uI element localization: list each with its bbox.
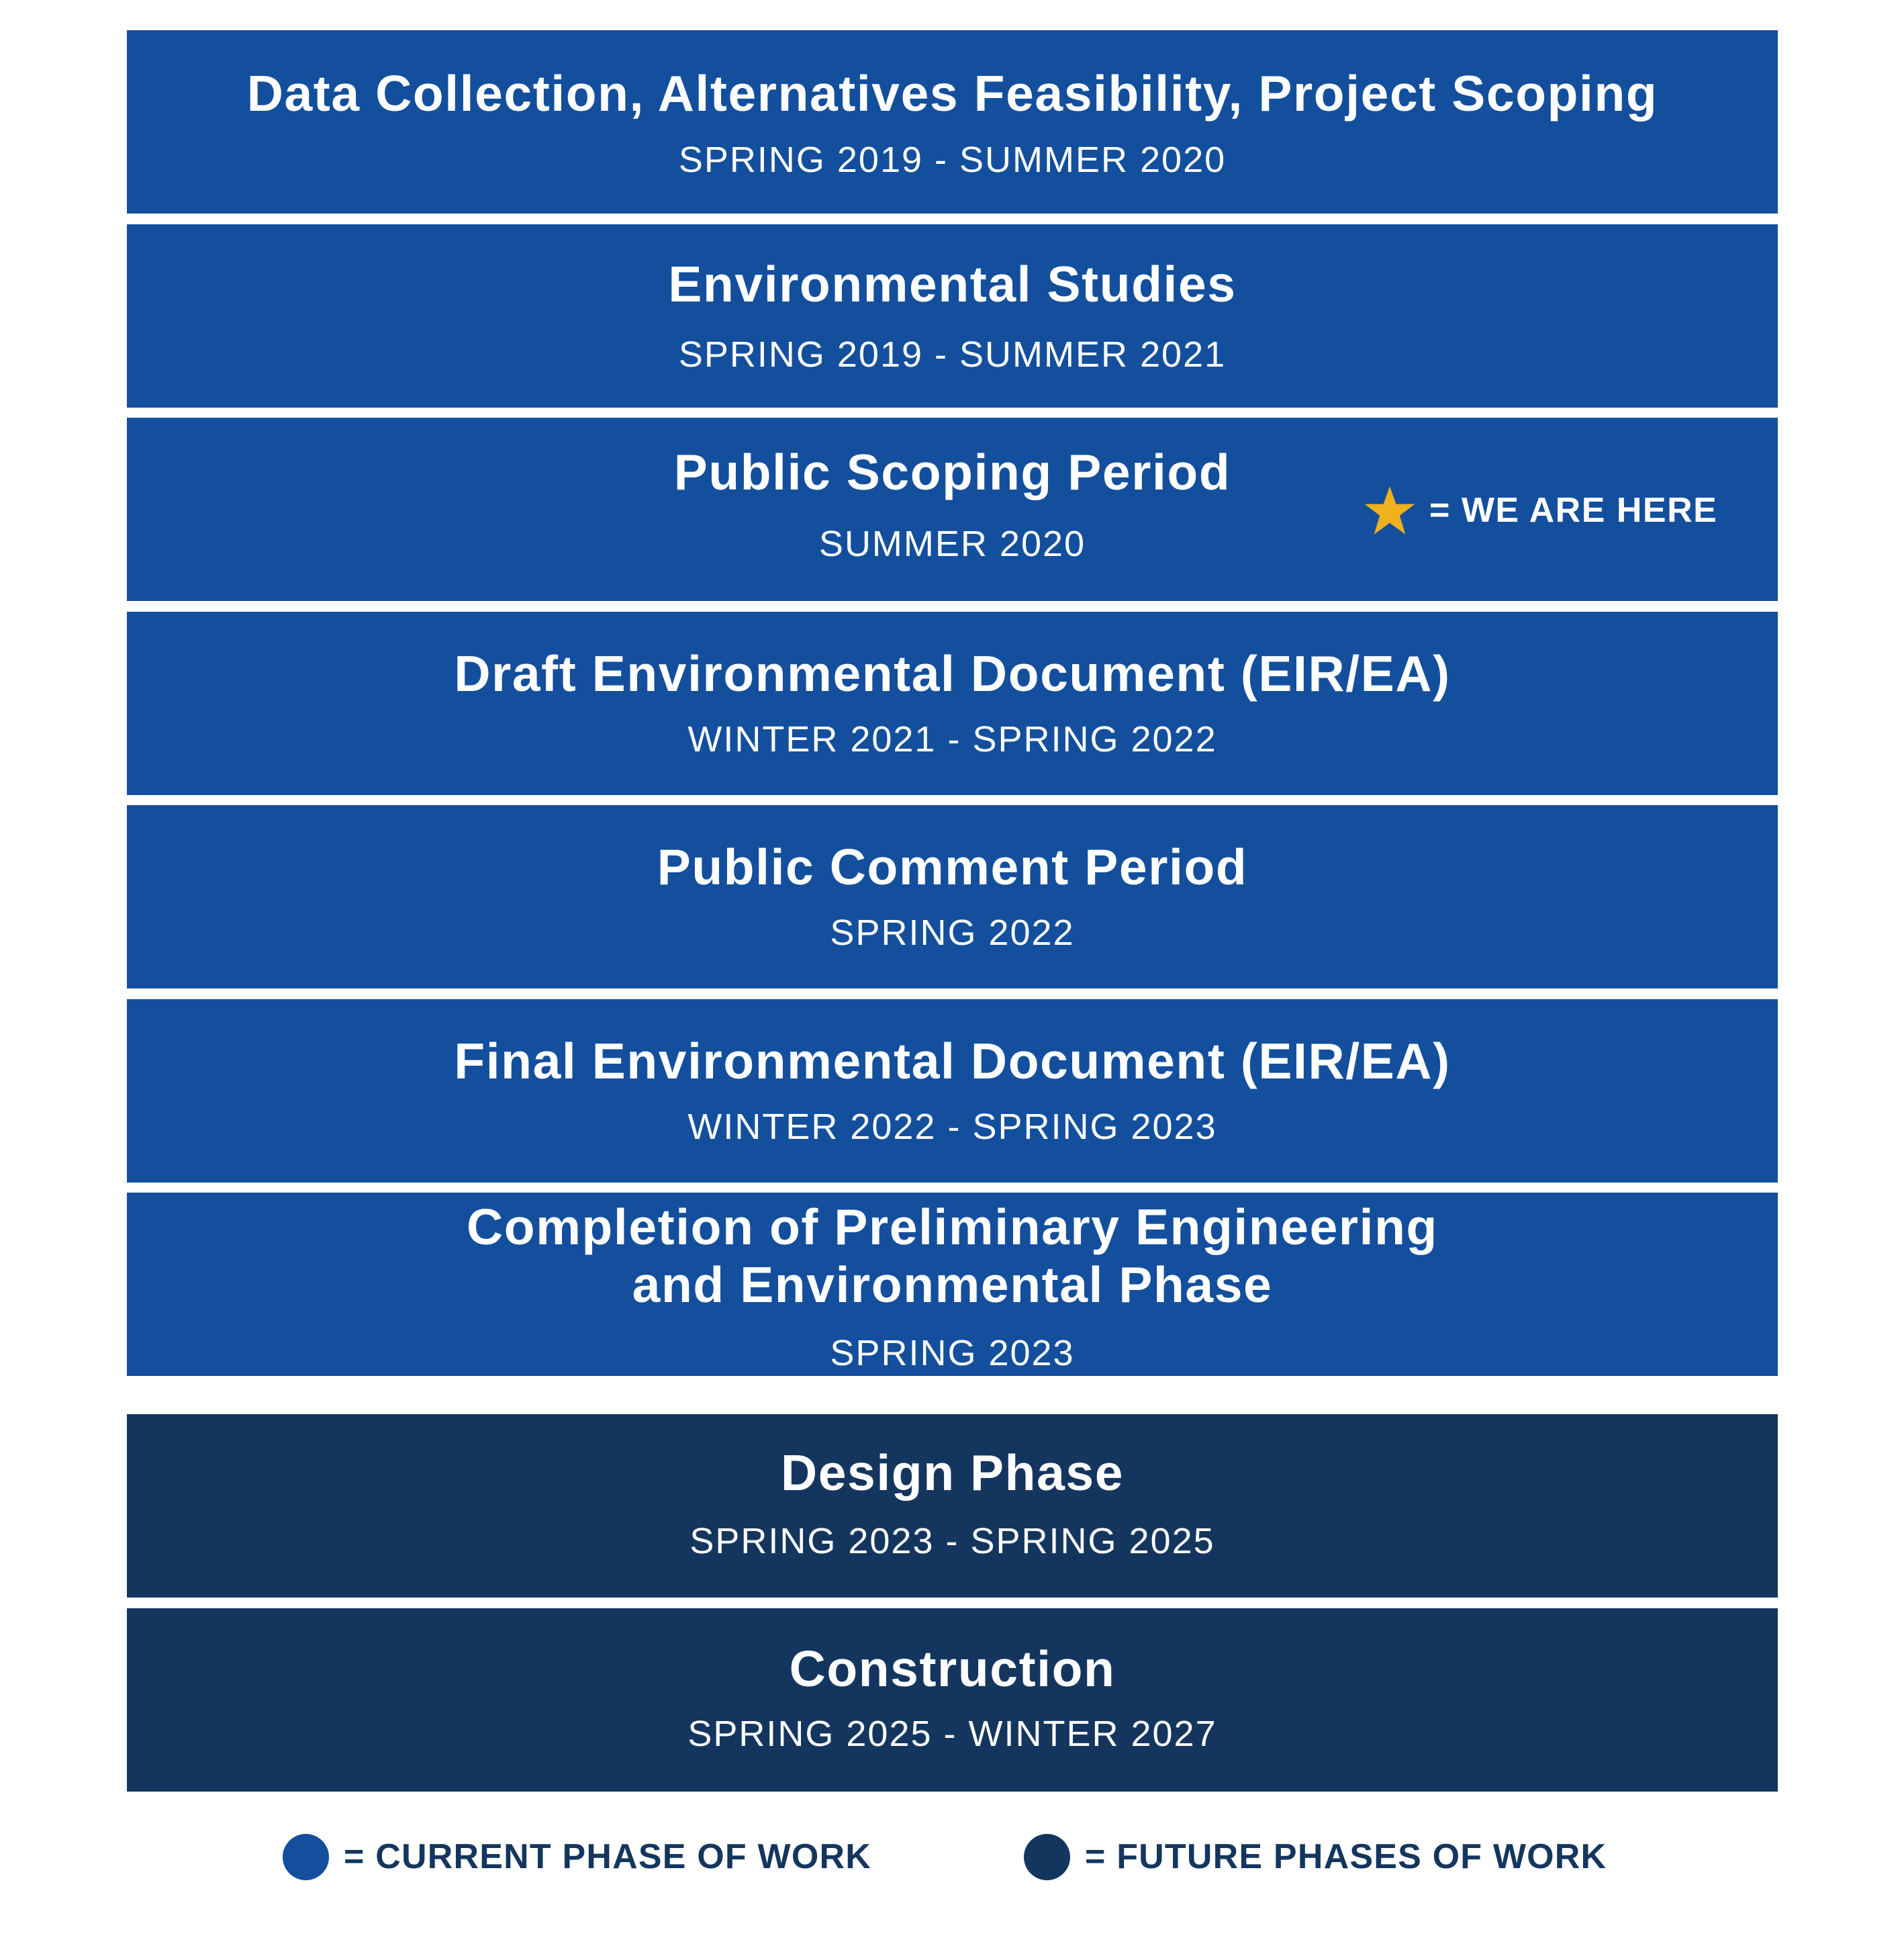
we-are-here-label: = WE ARE HERE: [1429, 491, 1718, 530]
legend-label-future: = FUTURE PHASES OF WORK: [1085, 1837, 1607, 1876]
phase-title-line-1: Completion of Preliminary Engineering: [467, 1199, 1438, 1255]
phase-dates: SPRING 2023 - SPRING 2025: [689, 1521, 1215, 1561]
phase-title: Draft Environmental Document (EIR/EA): [454, 645, 1451, 702]
phase-draft-environmental-document: [127, 612, 1778, 795]
phase-dates: SUMMER 2020: [818, 524, 1086, 564]
phase-dates: SPRING 2019 - SUMMER 2020: [678, 140, 1227, 180]
phase-construction: [127, 1608, 1778, 1792]
phase-dates: SPRING 2023: [830, 1333, 1075, 1373]
phase-design: [127, 1414, 1778, 1598]
phase-dates: SPRING 2022: [830, 913, 1075, 953]
phase-title: Data Collection, Alternatives Feasibility, Project Scoping: [246, 65, 1658, 122]
phase-title: Final Environmental Document (EIR/EA): [454, 1033, 1451, 1089]
phase-dates: WINTER 2021 - SPRING 2022: [687, 719, 1217, 759]
phase-completion-pa-ed: [127, 1193, 1778, 1376]
legend-label-current: = CURRENT PHASE OF WORK: [344, 1837, 871, 1876]
legend-future-phases: [1024, 1833, 1607, 1880]
phase-title: Design Phase: [780, 1444, 1125, 1501]
phase-dates: WINTER 2022 - SPRING 2023: [687, 1107, 1217, 1147]
phase-dates: SPRING 2025 - WINTER 2027: [687, 1714, 1217, 1754]
phase-public-scoping-period: [127, 418, 1778, 601]
star-icon: [1364, 484, 1416, 537]
current-phase-dot-icon: [283, 1834, 329, 1880]
phase-title-line-2: and Environmental Phase: [632, 1256, 1273, 1313]
we-are-here-marker: [1364, 483, 1717, 537]
phase-environmental-studies: [127, 224, 1778, 408]
future-phase-dot-icon: [1024, 1834, 1070, 1880]
phase-title: Construction: [789, 1641, 1116, 1697]
phase-title: Environmental Studies: [668, 256, 1237, 312]
phase-public-comment-period: [127, 805, 1778, 988]
phase-final-environmental-document: [127, 999, 1778, 1183]
phase-title: Public Comment Period: [657, 839, 1248, 895]
legend-current-phase: [283, 1833, 871, 1880]
phase-data-collection: [127, 30, 1778, 214]
phase-dates: SPRING 2019 - SUMMER 2021: [678, 334, 1227, 375]
phase-title: Public Scoping Period: [673, 444, 1231, 500]
